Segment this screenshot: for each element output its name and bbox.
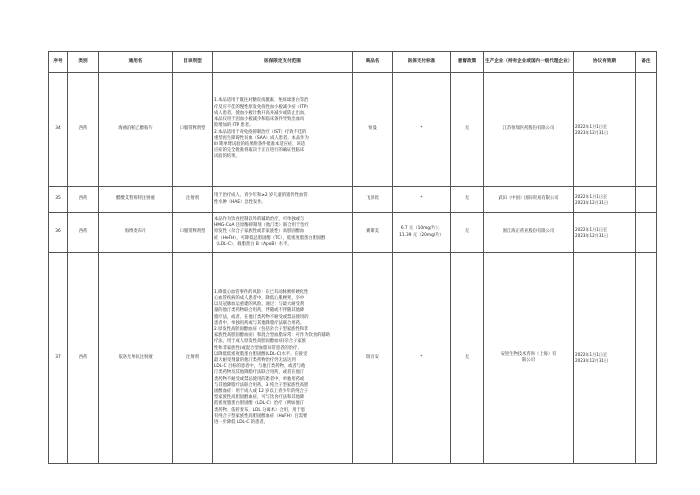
medicine-table [48, 51, 657, 464]
cell-manufacturer: 武田（中国）国际贸易有限公司 [484, 187, 574, 213]
scope-line: 以及冠脉血运重建的风险。通过：与最大耐受剂 [214, 302, 305, 308]
scope-line: 类药物、依折麦布、LDL 分离术）合用，用于患 [214, 407, 306, 413]
header-generic-name: 通用名 [99, 52, 173, 73]
period-start: 2022年1月1日至 [575, 193, 608, 199]
scope-line: 最大耐受剂量的他汀类药物治疗仍无法达到 [214, 358, 296, 363]
cell-period [574, 187, 636, 213]
header-catalog-dosage: 目录剂型 [173, 52, 213, 73]
manufacturer-line: 限公司 [522, 358, 535, 363]
cell-negotiation: 无 [451, 187, 484, 213]
scope-line: 型家族性高胆固醇血症，可与饮食疗法和其他降 [214, 395, 305, 401]
cell-generic-name: 海博麦布片 [99, 213, 173, 253]
cell-negotiation: 无 [451, 213, 484, 253]
cell-dosage: 注射剂 [173, 253, 213, 464]
header-period: 协议有效期 [574, 52, 636, 73]
header-remarks: 备注 [636, 52, 657, 73]
cell-generic-name: 海曲泊帕乙醇胺片 [99, 73, 173, 187]
header-no: 序号 [49, 52, 68, 73]
cell-remarks [636, 253, 657, 464]
cell-dosage: 口服常释剂型 [173, 73, 213, 187]
cell-negotiation: 无 [451, 253, 484, 464]
scope-line: 试验的结果。 [214, 154, 240, 160]
payment-line: 11.39 元（20mg/片） [399, 232, 444, 238]
scope-line: 2.原发性高胆固醇血症（包括杂合子型家族性和非 [214, 326, 309, 332]
cell-trade-name: 赛斯美 [353, 213, 393, 253]
cell-generic-name: 依洛尤单抗注射液 [99, 253, 173, 464]
cell-category: 西药 [68, 253, 99, 464]
period-start: 2022年1月1日至 [575, 226, 608, 232]
cell-category: 西药 [68, 73, 99, 187]
cell-scope [213, 73, 353, 187]
scope-line: 本品仅用于因血小板减少和临床条件导致出血风 [214, 117, 305, 123]
table-row [49, 213, 657, 253]
scope-line: 原发性（杂合子家族性或非家族性）高胆固醇血 [214, 229, 305, 235]
scope-line: 险增加的 ITP 患者。 [214, 123, 254, 129]
scope-line: 有纯合子型家族性高胆固醇血症（HoFH）且需要 [214, 413, 308, 419]
period-end: 2023年12月31日 [575, 232, 609, 238]
cell-payment-standard [393, 213, 451, 253]
cell-payment-standard: * [393, 253, 451, 464]
scope-line: 成人患者，使血小板计数升高并减少或防止出血， [214, 110, 309, 116]
cell-trade-name: 瑞百安 [353, 253, 393, 464]
cell-payment-standard: * [393, 73, 451, 187]
payment-line: 6.7 元（10mg/片）； [400, 226, 443, 232]
table-row [49, 73, 657, 187]
scope-line: 固醇血症：用于成人或 12 岁以上青少年的纯合子 [214, 389, 309, 395]
cell-no: 34 [49, 73, 68, 187]
table-row [49, 187, 657, 213]
cell-manufacturer [484, 253, 574, 464]
scope-line: （LDL-C）、载脂蛋白 B（ApoB）水平。 [214, 241, 292, 247]
header-trade-name: 商品名 [353, 52, 393, 73]
scope-line: 低密度脂蛋白胆固醇（LDL-C）治疗（例如他汀 [214, 401, 304, 407]
scope-line: 疗法，用于成人原发性高胆固醇血症(杂合子家族 [214, 339, 306, 345]
cell-remarks [636, 73, 657, 187]
cell-scope [213, 187, 353, 213]
scope-line: 1.本品适用于既往对糖皮质激素、免疫球蛋白等治 [214, 98, 309, 104]
scope-line: 2.本品适用于对免疫抑制治疗（IST）疗效不佳的 [214, 129, 307, 135]
cell-scope [213, 253, 353, 464]
cell-period [574, 253, 636, 464]
scope-line: 以降低低密度脂蛋白胆固醇(LDL-C)水平。在接受 [214, 351, 308, 357]
cell-payment-standard: * [393, 187, 451, 213]
cell-trade-name: 飞泽优 [353, 187, 393, 213]
scope-line: 进一步降低 LDL-C 的患者。 [214, 420, 268, 426]
cell-period [574, 213, 636, 253]
scope-line: III 期单臂试验的结果附条件批准本适应症，该适 [214, 141, 306, 147]
header-negotiation: 意督政策 [451, 52, 484, 73]
cell-generic-name: 醋酸艾替班特注射液 [99, 187, 173, 213]
scope-line: 1.降低心血管事件的风险：在已有动脉粥样硬化性 [214, 289, 309, 295]
header-manufacturer: 生产企业（持有企业或国内一级代理企业） [484, 52, 574, 73]
header-payment-standard: 医保支付标准 [393, 52, 451, 73]
scope-line: 症（HeFH），可降低总胆固醇（TC）、低密度脂蛋白胆固醇 [214, 235, 326, 241]
scope-line: 脂疗法，或者，在他汀类药物不耐受或禁忌使用的 [214, 314, 309, 320]
cell-dosage: 口服常释剂型 [173, 213, 213, 253]
cell-dosage: 注射剂 [173, 187, 213, 213]
scope-line: 量的他汀类药物联合用药，伴随或不伴随其他降 [214, 308, 305, 314]
cell-trade-name: 恒曼 [353, 73, 393, 187]
cell-no: 37 [49, 253, 68, 464]
table-row [49, 253, 657, 464]
period-end: 2023年12月31日 [575, 199, 609, 205]
cell-no: 35 [49, 187, 68, 213]
scope-line: 应症的完全批准将取决于正在进行的确证性临床 [214, 148, 305, 154]
period-start: 2022年1月1日至 [575, 123, 608, 129]
header-row [49, 52, 657, 73]
header-scope: 医保限定支付范围 [213, 52, 353, 73]
scope-line: 汀类药物及其他降脂疗法联合用药，或者在他汀 [214, 370, 305, 376]
scope-line: 本品作为饮食控制以外的辅助治疗，可单独或与 [214, 216, 305, 222]
scope-line: 与其他降脂疗法联合用药。3.纯合子型家族性高胆 [214, 382, 309, 388]
scope-line: HMG-CoA 还原酶抑制剂（他汀类）联合用于治疗 [214, 223, 309, 229]
scope-line: 性和非家族性)或混合型血脂异常患者的治疗， [214, 345, 302, 351]
header-category: 类别 [68, 52, 99, 73]
scope-line: 类药物不耐受或禁忌使用的患者中，单独用药或 [214, 376, 305, 382]
scope-line: 疗反应不佳的慢性原发免疫性血小板减少症（ITP） [214, 104, 311, 110]
period-end: 2023年12月31日 [575, 129, 609, 135]
scope-line: 性水肿（HAE）急性发作。 [214, 199, 266, 205]
cell-remarks [636, 213, 657, 253]
period-start: 2022年1月1日至 [575, 352, 608, 357]
cell-negotiation: 无 [451, 73, 484, 187]
scope-line: LDL-C 目标的患者中，与他汀类药物，或者与他 [214, 364, 306, 370]
cell-no: 36 [49, 213, 68, 253]
scope-line: 心血管疾病的成人患者中，降低心肌梗死、卒中 [214, 295, 305, 301]
cell-remarks [636, 187, 657, 213]
scope-line: 家族性高胆固醇血症）和混合型血脂异常：可作为饮食的辅助 [214, 333, 331, 339]
cell-manufacturer: 浙江海正药业股份有限公司 [484, 213, 574, 253]
cell-manufacturer: 江苏恒瑞医药股份有限公司 [484, 73, 574, 187]
scope-line: 用于治疗成人、青少年和≥2 岁儿童的遗传性血管 [214, 193, 308, 199]
cell-category: 西药 [68, 213, 99, 253]
period-end: 2023年12月31日 [575, 358, 609, 363]
manufacturer-line: 安进生物技术咨询（上海）有 [500, 351, 557, 357]
cell-period [574, 73, 636, 187]
scope-line: 重型再生障碍性贫血（SAA）成人患者。本品作为 [214, 135, 309, 141]
scope-line: 患者中，单独用药或与其他降脂疗法联合用药。 [214, 320, 305, 326]
cell-category: 西药 [68, 187, 99, 213]
cell-scope [213, 213, 353, 253]
